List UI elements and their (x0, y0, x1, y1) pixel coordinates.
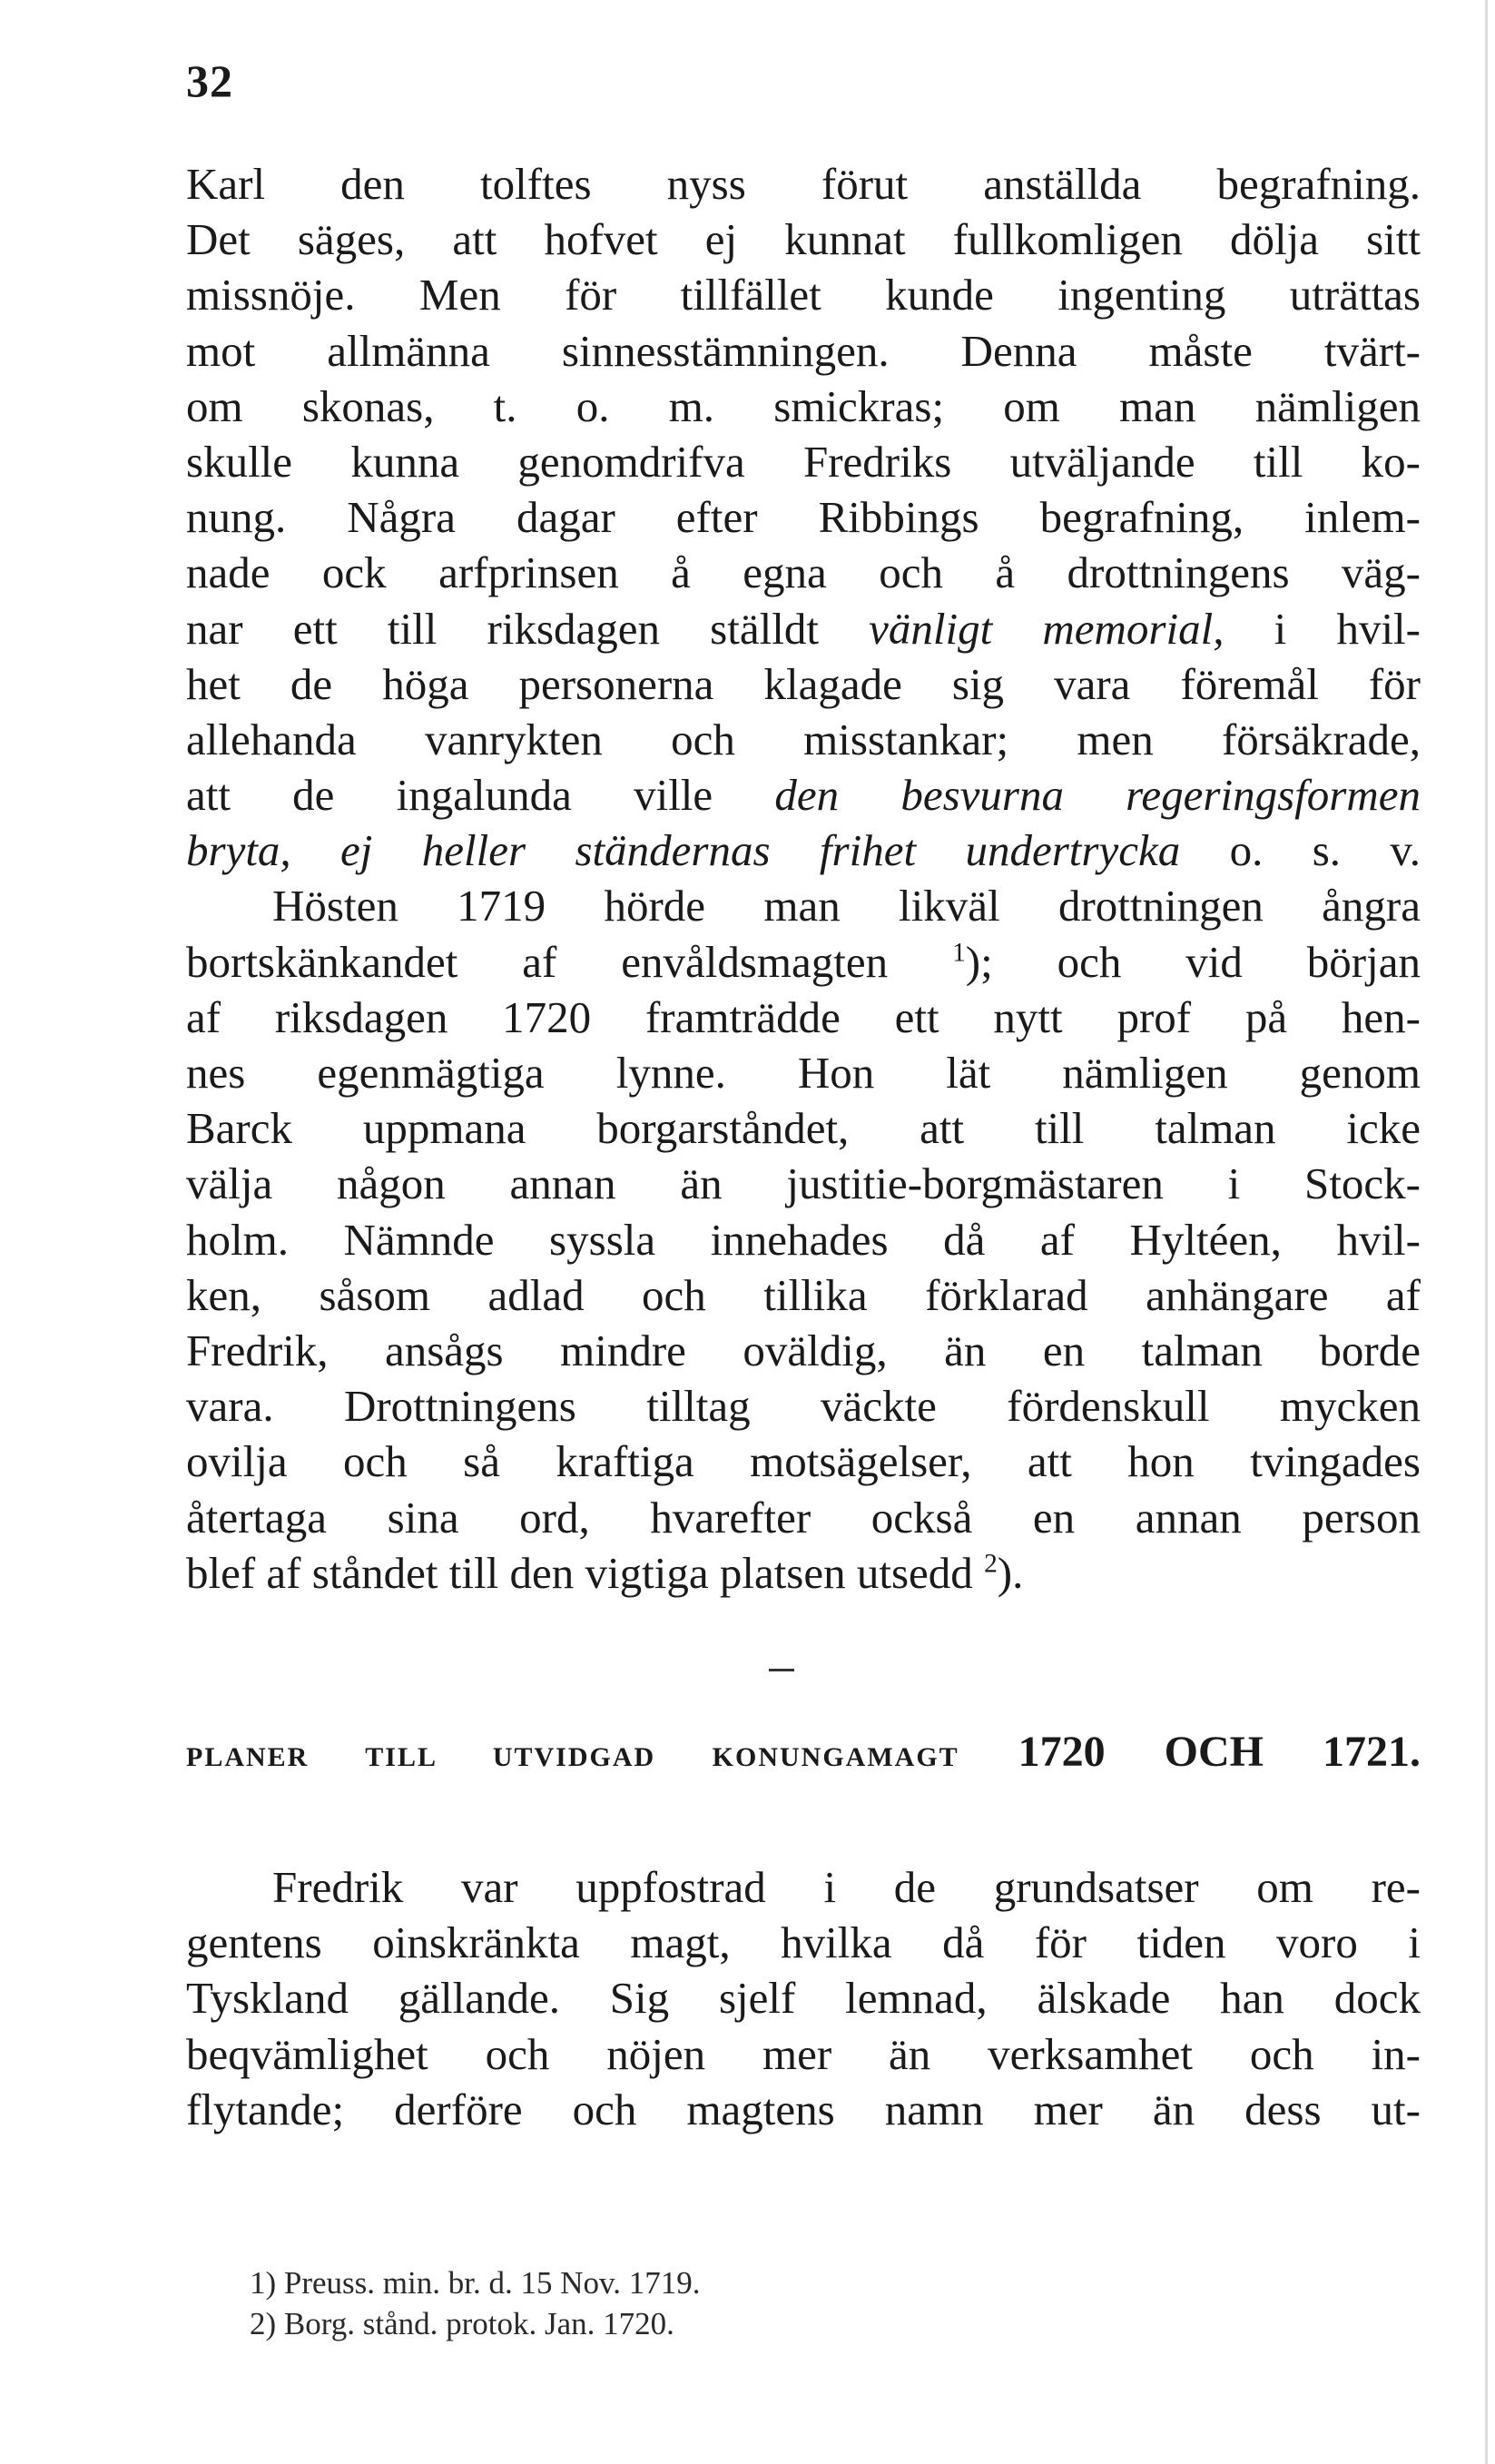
text-segment: i hvil- (1224, 603, 1421, 654)
footnotes (250, 2262, 700, 2344)
text-line: återtaga sina ord, hvarefter också en annan person (186, 1492, 1421, 1542)
text-line: om skonas, t. o. m. smickras; om man nämligen (186, 380, 1421, 431)
text-line (186, 601, 1421, 656)
text-line: Det säges, att hofvet ej kunnat fullkomligen dölja sitt (186, 214, 1421, 265)
text-segment: o. s. v. (1180, 825, 1421, 876)
text-line: gentens oinskränkta magt, hvilka då för tiden voro i (186, 1917, 1421, 1968)
text-line: missnöje. Men för tillfället kunde ingenting uträttas (186, 270, 1421, 320)
section-heading (186, 1725, 1421, 1779)
section-heading-caps: PLANER TILL UTVIDGAD KONUNGAMAGT (186, 1742, 959, 1772)
text-line: het de höga personerna klagade sig vara föremål för (186, 658, 1421, 709)
text-segment: nar ett till riksdagen ställdt (186, 603, 870, 654)
footnote-marker: 2 (984, 1549, 998, 1579)
text-line: flytande; derföre och magtens namn mer än dess ut- (186, 2084, 1421, 2134)
section-divider (769, 1669, 794, 1671)
text-line: nung. Några dagar efter Ribbings begrafning, inlem- (186, 492, 1421, 543)
text-line: ken, såsom adlad och tillika förklarad anhängare af (186, 1269, 1421, 1320)
text-line (186, 1545, 1421, 1601)
footnote: 1) Preuss. min. br. d. 15 Nov. 1719. (250, 2265, 701, 2301)
text-line: nes egenmägtiga lynne. Hon lät nämligen genom (186, 1048, 1421, 1098)
page-number: 32 (186, 55, 233, 106)
italic-phrase: vänligt memorial, (869, 603, 1225, 654)
text-segment: att de ingalunda ville (186, 770, 775, 821)
italic-phrase: den besvurna regeringsformen (774, 770, 1421, 821)
text-segment: bortskänkandet af envåldsmagten (186, 936, 953, 987)
text-line (186, 767, 1421, 823)
page-edge (1485, 0, 1488, 2464)
footnote: 2) Borg. stånd. protok. Jan. 1720. (250, 2306, 674, 2341)
text-line: välja någon annan än justitie-borgmästaren i Stock- (186, 1158, 1421, 1209)
text-line: mot allmänna sinnesstämningen. Denna måste tvärt- (186, 325, 1421, 376)
text-line: allehanda vanrykten och misstankar; men försäkrade, (186, 714, 1421, 764)
text-segment: ). (997, 1547, 1024, 1598)
text-line: Fredrik, ansågs mindre oväldig, än en talman borde (186, 1325, 1421, 1375)
section-heading-years: 1720 OCH 1721. (1018, 1728, 1421, 1776)
text-line: nade ock arfprinsen å egna och å drottningens väg- (186, 547, 1421, 598)
text-line: beqvämlighet och nöjen mer än verksamhet och in- (186, 2028, 1421, 2079)
section-body-text (186, 1859, 1421, 2137)
text-line: holm. Nämnde syssla innehades då af Hyltéen, hvil- (186, 1214, 1421, 1265)
text-line (186, 823, 1421, 878)
text-line: Tyskland gällande. Sig sjelf lemnad, älskade han dock (186, 1973, 1421, 2024)
text-line: ovilja och så kraftiga motsägelser, att hon tvingades (186, 1436, 1421, 1487)
text-segment: ); och vid början (965, 936, 1421, 987)
text-line: Barck uppmana borgarståndet, att till talman icke (186, 1103, 1421, 1154)
text-line: af riksdagen 1720 framträdde ett nytt prof på hen- (186, 991, 1421, 1042)
footnote-marker: 1 (952, 938, 966, 968)
text-line: Karl den tolftes nyss förut anställda begrafning. (186, 159, 1421, 209)
text-line (186, 934, 1421, 990)
italic-phrase: bryta, ej heller ständernas frihet undertrycka (186, 825, 1181, 876)
text-line: skulle kunna genomdrifva Fredriks utväljande till ko- (186, 436, 1421, 487)
paragraph-start-line: Hösten 1719 hörde man likväl drottningen ångra (272, 881, 1421, 931)
paragraph-start-line: Fredrik var uppfostrad i de grundsatser om re- (272, 1862, 1421, 1912)
text-line: vara. Drottningens tilltag väckte fördenskull mycken (186, 1381, 1421, 1432)
text-segment: blef af ståndet till den vigtiga platsen utsedd (186, 1547, 985, 1598)
body-text (186, 156, 1421, 1601)
